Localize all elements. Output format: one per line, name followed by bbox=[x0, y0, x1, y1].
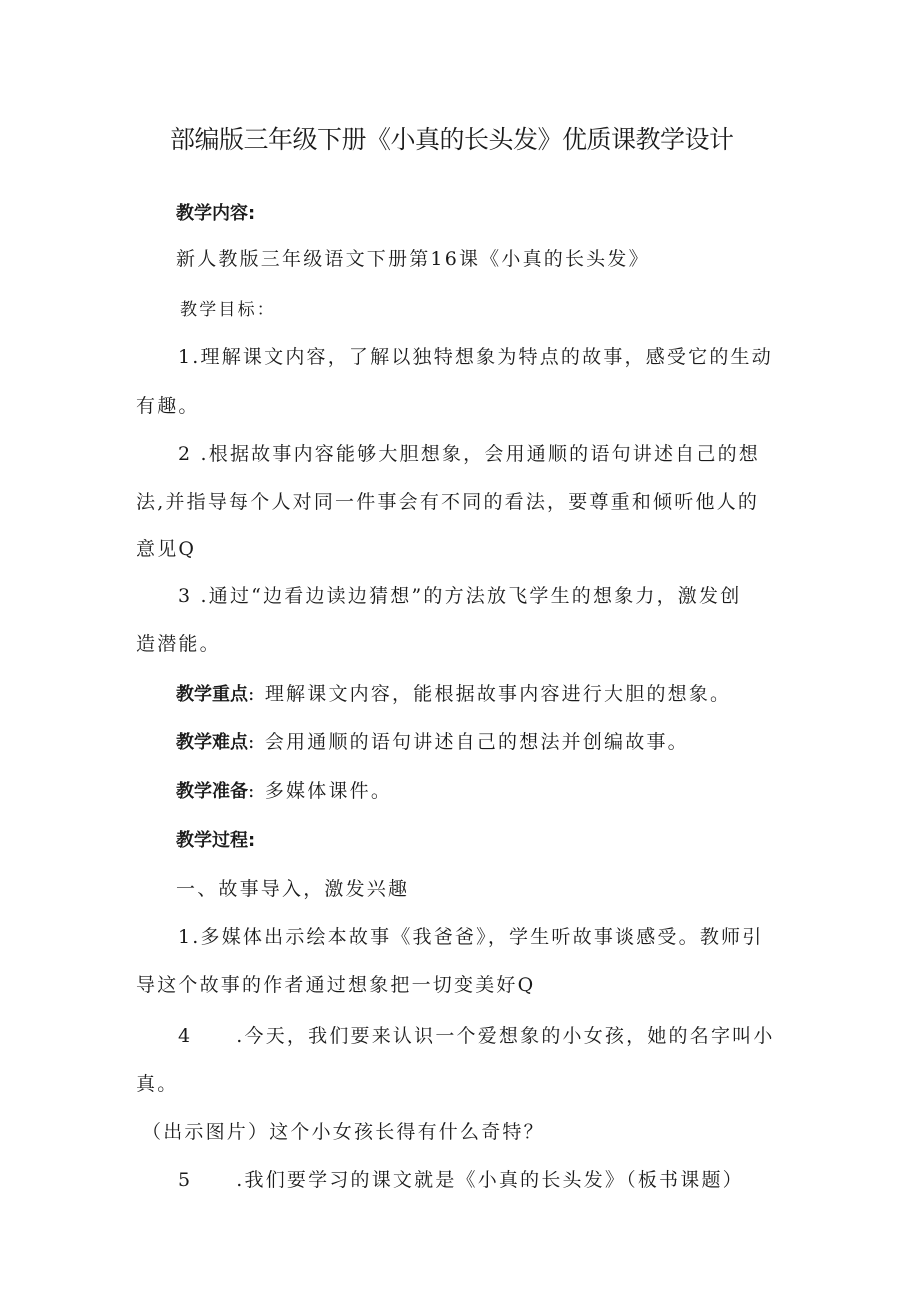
objective-2-line-3: 意见Q bbox=[136, 538, 197, 560]
objective-2-line-1: 2 .根据故事内容能够大胆想象，会用通顺的语句讲述自己的想 bbox=[178, 443, 760, 465]
step-4-number: 4 bbox=[178, 1025, 193, 1047]
preparation-text: : 多媒体课件。 bbox=[248, 780, 393, 802]
preparation-label: 教学准备 bbox=[176, 781, 248, 802]
difficulty-row bbox=[176, 727, 689, 754]
objective-1-line-1: 1.理解课文内容，了解以独特想象为特点的故事，感受它的生动 bbox=[178, 346, 773, 368]
step-5-line-1 bbox=[178, 1165, 744, 1192]
step-1-line-1: 1.多媒体出示绘本故事《我爸爸》，学生听故事谈感受。教师引 bbox=[178, 926, 764, 948]
teaching-content-text: 新人教版三年级语文下册第16课《小真的长头发》 bbox=[176, 248, 650, 270]
key-point-text: : 理解课文内容，能根据故事内容进行大胆的想象。 bbox=[248, 683, 732, 705]
objective-2-line-2: 法,并指导每个人对同一件事会有不同的看法，要尊重和倾听他人的 bbox=[136, 491, 760, 513]
teaching-content-label: 教学内容: bbox=[176, 203, 256, 224]
step-5-number: 5 bbox=[178, 1169, 193, 1191]
difficulty-label: 教学难点 bbox=[176, 732, 248, 753]
objective-3-line-2: 造潜能。 bbox=[136, 633, 221, 655]
step-4-line-1 bbox=[178, 1021, 775, 1048]
objective-1-line-2: 有趣。 bbox=[136, 395, 200, 417]
step-1-line-2: 导这个故事的作者通过想象把一切变美好Q bbox=[136, 974, 536, 996]
objectives-label: 教学目标： bbox=[180, 300, 276, 320]
key-point-label: 教学重点 bbox=[176, 684, 248, 705]
preparation-row bbox=[176, 776, 392, 803]
process-label: 教学过程: bbox=[176, 830, 256, 851]
difficulty-text: : 会用通顺的语句讲述自己的想法并创编故事。 bbox=[248, 731, 689, 753]
key-point-row bbox=[176, 679, 731, 706]
objective-3-line-1: 3 .通过“边看边读边猜想”的方法放飞学生的想象力，激发创 bbox=[178, 585, 742, 607]
document-title: 部编版三年级下册《小真的长头发》优质课教学设计 bbox=[170, 125, 734, 154]
step-4-line-2: 真。 bbox=[136, 1073, 179, 1095]
section-1-heading: 一、故事导入，激发兴趣 bbox=[176, 878, 410, 900]
step-5-text: .我们要学习的课文就是《小真的长头发》（板书课题） bbox=[236, 1169, 744, 1191]
step-4-text: .今天，我们要来认识一个爱想象的小女孩，她的名字叫小 bbox=[236, 1025, 775, 1047]
picture-note: （出示图片）这个小女孩长得有什么奇特？ bbox=[142, 1121, 545, 1143]
